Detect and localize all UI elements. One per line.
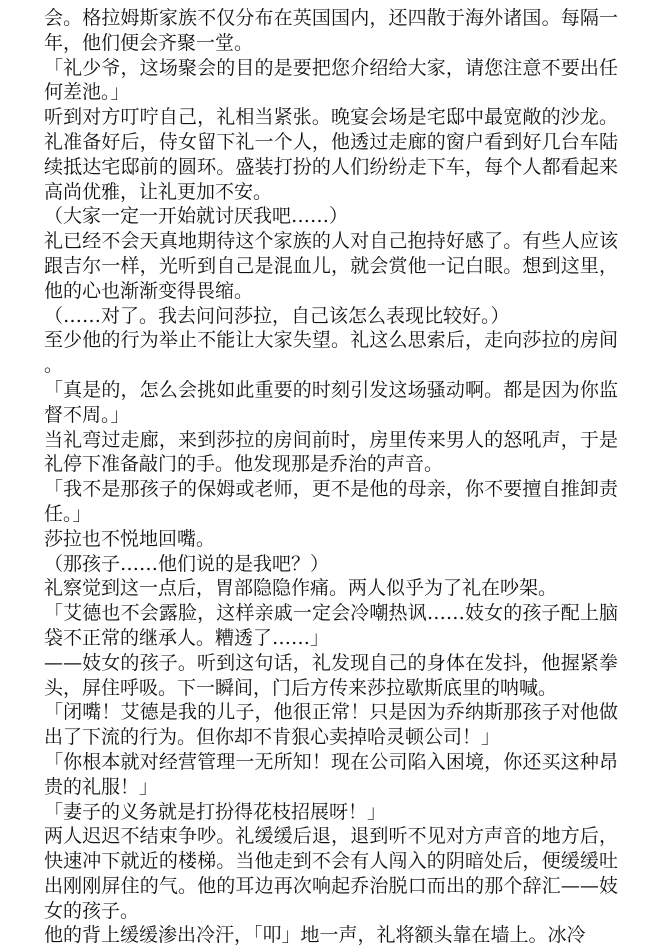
paragraph-1: 会。格拉姆斯家族不仅分布在英国国内，还四散于海外诸国。每隔一年，他们便会齐聚一堂。 (44, 7, 618, 54)
paragraph-20: 他的背上缓缓渗出冷汗，「叩」地一声，礼将额头靠在墙上。冰冷 (44, 924, 586, 947)
paragraph-5: 礼已经不会天真地期待这个家族的人对自己抱持好感了。有些人应该跟吉尔一样，光听到自己是混血儿，就会赏他一记白眼。想到这里，他的心也渐渐变得畏缩。 (44, 230, 618, 302)
paragraph-10: 「我不是那孩子的保姆或老师，更不是他的母亲，你不要擅自推卸责任。」 (44, 478, 618, 525)
paragraph-15: ——妓女的孩子。听到这句话，礼发现自己的身体在发抖，他握紧拳头，屏住呼吸。下一瞬间，门后方传来莎拉歇斯底里的呐喊。 (44, 651, 618, 699)
paragraph-6: （……对了。我去问问莎拉，自己该怎么表现比较好。） (44, 304, 510, 327)
paragraph-16: 「闭嘴！艾德是我的儿子，他很正常！只是因为乔纳斯那孩子对他做出了下流的行为。但你却不肯狠心卖掉哈灵顿公司！」 (44, 701, 618, 749)
book-page (44, 6, 618, 948)
paragraph-17: 「你根本就对经营管理一无所知！现在公司陷入困境，你还买这种昂贵的礼服！」 (44, 750, 618, 798)
paragraph-11: 莎拉也不悦地回嘴。 (44, 527, 216, 550)
paragraph-9: 当礼弯过走廊，来到莎拉的房间前时，房里传来男人的怒吼声，于是礼停下准备敲门的手。他发现那是乔治的声音。 (44, 428, 618, 476)
paragraph-12: （那孩子……他们说的是我吧？） (44, 552, 330, 575)
paragraph-7: 至少他的行为举止不能让大家失望。礼这么思索后，走向莎拉的房间。 (44, 329, 618, 377)
paragraph-3: 听到对方叮咛自己，礼相当紧张。晚宴会场是宅邸中最宽敞的沙龙。礼准备好后，侍女留下礼一个人，他透过走廊的窗户看到好几台车陆续抵达宅邸前的圆环。盛装打扮的人们纷纷走下车，每个人都看起来高尚优雅，让礼更加不安。 (44, 106, 618, 203)
paragraph-4: （大家一定一开始就讨厌我吧……） (44, 205, 349, 228)
paragraph-18: 「妻子的义务就是打扮得花枝招展呀！」 (44, 800, 387, 823)
paragraph-14: 「艾德也不会露脸，这样亲戚一定会冷嘲热讽……妓女的孩子配上脑袋不正常的继承人。糟透了……」 (44, 602, 618, 649)
paragraph-8: 「真是的，怎么会挑如此重要的时刻引发这场骚动啊。都是因为你监督不周。」 (44, 378, 618, 426)
paragraph-2: 「礼少爷，这场聚会的目的是要把您介绍给大家，请您注意不要出任何差池。」 (44, 56, 618, 104)
paragraph-13: 礼察觉到这一点后，胃部隐隐作痛。两人似乎为了礼在吵架。 (44, 577, 558, 600)
paragraph-19: 两人迟迟不结束争吵。礼缓缓后退，退到听不见对方声音的地方后，快速冲下就近的楼梯。当他走到不会有人闯入的阴暗处后，便缓缓吐出刚刚屏住的气。他的耳边再次响起乔治脱口而出的那个辞汇——妓女的孩子。 (44, 825, 618, 922)
